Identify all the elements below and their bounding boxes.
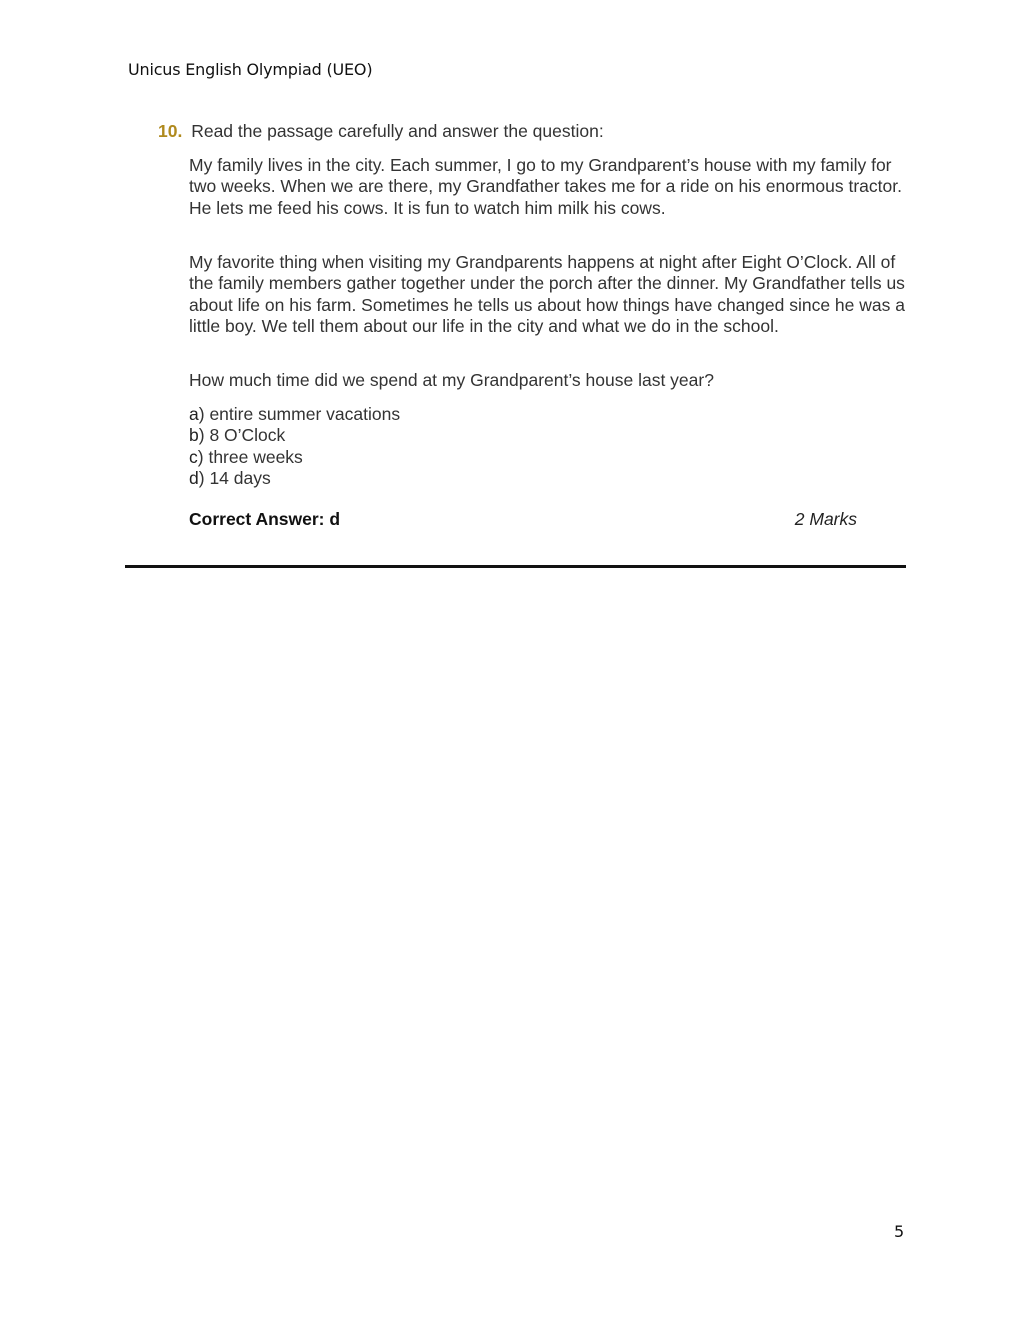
option-letter: c bbox=[189, 446, 198, 467]
passage-paragraph-1: My family lives in the city. Each summer, I go to my Grandparent’s house with my family for two weeks. When we are there, my Grandfather takes me for a ride on his enormous tractor. He lets me feed his cows. It is fun to watch him milk his cows. bbox=[189, 155, 902, 218]
section-divider bbox=[125, 565, 906, 568]
marks-label: 2 Marks bbox=[794, 509, 857, 529]
passage-paragraph-2: My favorite thing when visiting my Grandparents happens at night after Eight O’Clock. All of the family members gather together under the porch after the dinner. My Grandfather tells us about life on his farm. Sometimes he tells us about how things have changed since he was a little boy. We tell them about our life in the city and what we do in the school. bbox=[189, 252, 905, 336]
option-b: b) 8 O’Clock bbox=[189, 425, 286, 446]
correct-answer: Correct Answer: d bbox=[189, 509, 341, 529]
question-number: 10. bbox=[158, 121, 183, 141]
question-instruction: Read the passage carefully and answer the question: bbox=[191, 121, 604, 141]
option-d: d) 14 days bbox=[189, 467, 271, 488]
question-instruction-line bbox=[158, 121, 604, 142]
answer-options bbox=[189, 404, 914, 489]
answer-row bbox=[189, 509, 857, 530]
question-prompt: How much time did we spend at my Grandparent’s house last year? bbox=[189, 370, 714, 390]
page-header: Unicus English Olympiad (UEO) bbox=[128, 60, 373, 79]
page-number: 5 bbox=[894, 1222, 905, 1241]
option-text: entire summer vacations bbox=[209, 404, 401, 424]
option-letter: a bbox=[189, 404, 199, 424]
option-letter: d bbox=[189, 467, 199, 488]
option-text: 8 O’Clock bbox=[209, 425, 286, 446]
option-letter: b bbox=[189, 425, 199, 446]
option-a: a) entire summer vacations bbox=[189, 404, 401, 424]
option-text: 14 days bbox=[209, 467, 271, 488]
option-text: three weeks bbox=[208, 446, 303, 467]
option-c: c) three weeks bbox=[189, 446, 303, 467]
